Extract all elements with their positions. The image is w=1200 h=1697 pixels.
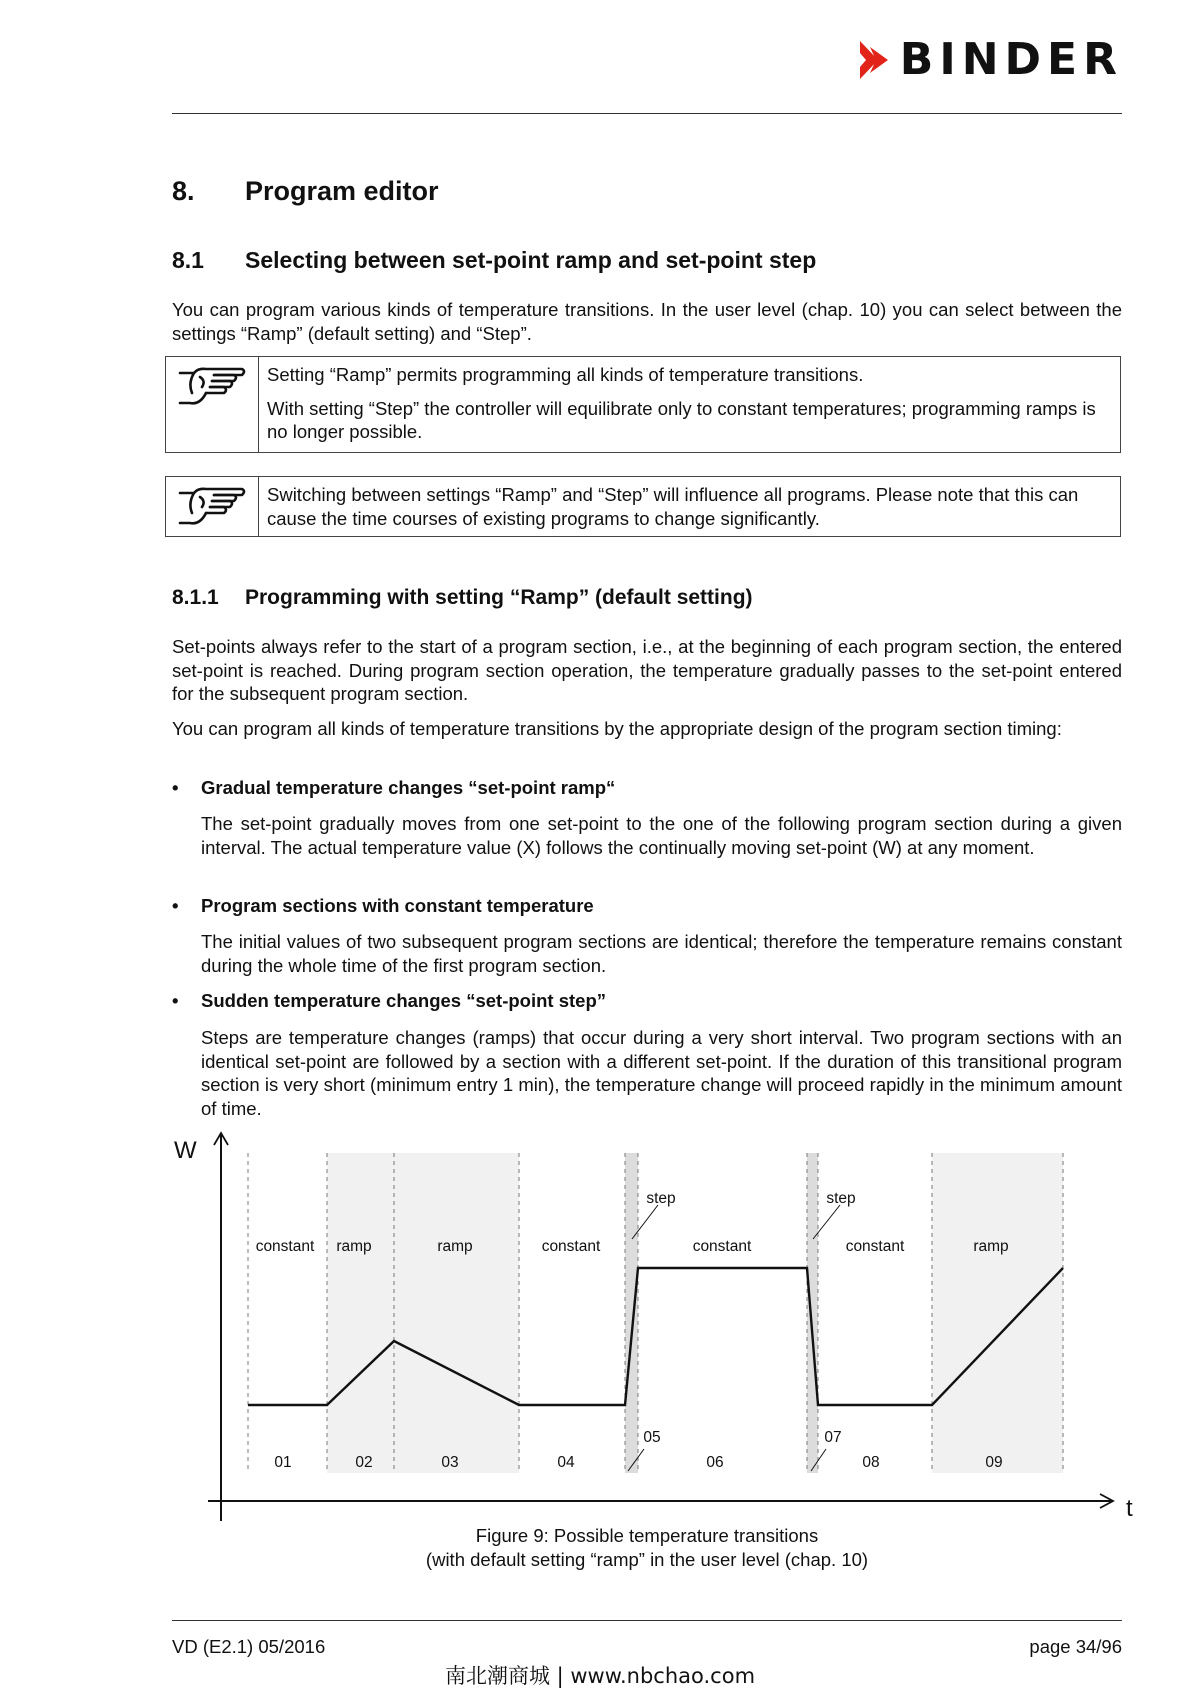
number-01: 01 bbox=[274, 1454, 292, 1471]
pointing-hand-icon bbox=[166, 477, 259, 536]
footer-page-number: page 34/96 bbox=[1029, 1636, 1122, 1657]
pointing-hand-icon bbox=[166, 357, 259, 452]
section-number: 8. bbox=[172, 176, 195, 206]
footer-version: VD (E2.1) 05/2016 bbox=[172, 1636, 326, 1657]
bullet-1 bbox=[172, 777, 615, 799]
label-step-07: step bbox=[826, 1190, 856, 1207]
subsection-heading bbox=[172, 247, 816, 274]
header-divider bbox=[172, 113, 1122, 114]
bullet-dot: • bbox=[172, 895, 179, 916]
subsubsection-number: 8.1.1 bbox=[172, 586, 219, 609]
footer-divider bbox=[172, 1620, 1122, 1621]
label-section-02: ramp bbox=[336, 1238, 372, 1255]
section-title: Program editor bbox=[245, 176, 439, 206]
paragraph-1: Set-points always refer to the start of a program section, i.e., at the beginning of each program section, the entered set-point is reached. During program section operation, the temperature gradually passes to the set-point entered for the subsequent program section. bbox=[172, 636, 1122, 704]
bullet-2 bbox=[172, 895, 594, 917]
watermark: 南北潮商城 | www.nbchao.com bbox=[444, 1664, 756, 1688]
temperature-transitions-figure bbox=[0, 1125, 1200, 1525]
section-07-background bbox=[807, 1153, 818, 1473]
section-03-background bbox=[394, 1153, 519, 1473]
label-section-03: ramp bbox=[437, 1238, 473, 1255]
bullet-2-title: Program sections with constant temperature bbox=[201, 895, 594, 916]
caption-line-1: Figure 9: Possible temperature transitions bbox=[475, 1525, 819, 1546]
bullet-3-title: Sudden temperature changes “set-point step” bbox=[201, 990, 607, 1011]
figure-caption bbox=[172, 1524, 1122, 1571]
binder-logo bbox=[858, 34, 1123, 85]
number-04: 04 bbox=[557, 1454, 575, 1471]
subsection-number: 8.1 bbox=[172, 247, 204, 273]
bullet-3 bbox=[172, 990, 606, 1012]
note-box-2 bbox=[165, 476, 1121, 537]
label-section-04: constant bbox=[541, 1238, 601, 1255]
subsection-title: Selecting between set-point ramp and set-point step bbox=[245, 247, 817, 273]
label-section-08: constant bbox=[845, 1238, 905, 1255]
bullet-1-text: The set-point gradually moves from one set-point to the one of the following program section during a given interval. The actual temperature value (X) follows the continually moving set-point (W) at any moment. bbox=[201, 813, 1122, 858]
label-section-09: ramp bbox=[973, 1238, 1009, 1255]
label-section-01: constant bbox=[255, 1238, 315, 1255]
section-heading bbox=[172, 176, 439, 207]
bullet-2-text: The initial values of two subsequent program sections are identical; therefore the temperature remains constant during the whole time of the first program section. bbox=[201, 931, 1122, 976]
number-03: 03 bbox=[441, 1454, 459, 1471]
bullet-1-title: Gradual temperature changes “set-point ramp“ bbox=[201, 777, 616, 798]
label-step-05: step bbox=[646, 1190, 676, 1207]
label-section-06: constant bbox=[692, 1238, 752, 1255]
caption-line-2: (with default setting “ramp” in the user level (chap. 10) bbox=[425, 1548, 869, 1570]
number-08: 08 bbox=[862, 1454, 880, 1471]
number-09: 09 bbox=[985, 1454, 1003, 1471]
logo-text: BINDER bbox=[899, 34, 1123, 85]
y-axis-label: W bbox=[174, 1137, 197, 1164]
bullet-3-text: Steps are temperature changes (ramps) that occur during a very short interval. Two program sections with an identical set-point are followed by a section with a different set-point. If the duration of this transitional program section is very short (minimum entry 1 min), the temperature change will proceed rapidly in the minimum amount of time. bbox=[201, 1027, 1122, 1119]
section-02-background bbox=[327, 1153, 394, 1473]
number-06: 06 bbox=[706, 1454, 724, 1471]
paragraph-2: You can program all kinds of temperature transitions by the appropriate design of the program section timing: bbox=[172, 718, 1062, 739]
number-07: 07 bbox=[824, 1429, 842, 1446]
number-05: 05 bbox=[643, 1429, 661, 1446]
section-09-background bbox=[932, 1153, 1063, 1473]
note-box-1 bbox=[165, 356, 1121, 453]
number-02: 02 bbox=[355, 1454, 373, 1471]
x-axis-label: t bbox=[1126, 1495, 1133, 1522]
subsubsection-title: Programming with setting “Ramp” (default setting) bbox=[245, 586, 753, 609]
note2-line1: Switching between settings “Ramp” and “Step” will influence all programs. Please note that this can cause the time courses of existing programs to change significantly. bbox=[267, 484, 1079, 529]
bullet-dot: • bbox=[172, 990, 179, 1011]
note1-line1: Setting “Ramp” permits programming all kinds of temperature transitions. bbox=[267, 364, 864, 385]
binder-logo-icon bbox=[858, 39, 892, 81]
bullet-dot: • bbox=[172, 777, 179, 798]
section-05-background bbox=[625, 1153, 638, 1473]
subsubsection-heading bbox=[172, 586, 753, 610]
intro-paragraph: You can program various kinds of temperature transitions. In the user level (chap. 10) you can select between the settings “Ramp” (default setting) and “Step”. bbox=[172, 299, 1122, 344]
note1-line2: With setting “Step” the controller will equilibrate only to constant temperatures; programming ramps is no longer possible. bbox=[267, 397, 1096, 442]
